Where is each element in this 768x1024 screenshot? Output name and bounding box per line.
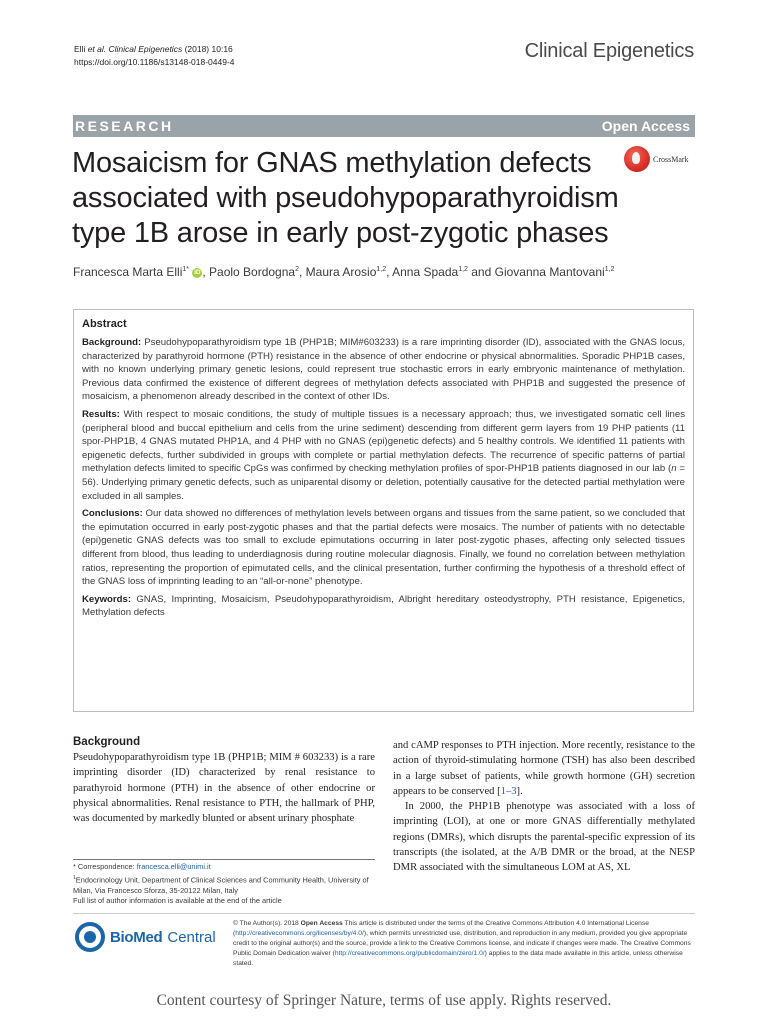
publisher-name-light: Central bbox=[167, 928, 216, 946]
left-column bbox=[73, 736, 375, 826]
citation bbox=[74, 43, 235, 69]
citation-author: Elli bbox=[74, 44, 88, 54]
section-label: Conclusions: bbox=[82, 508, 143, 520]
publisher-name-bold: BioMed bbox=[110, 928, 163, 946]
open-access-label: Open Access bbox=[601, 118, 690, 134]
author-name[interactable]: , Paolo Bordogna bbox=[202, 265, 296, 279]
citation-year: (2018) 10:16 bbox=[182, 44, 233, 54]
doi-link[interactable]: https://doi.org/10.1186/s13148-018-0449-4 bbox=[74, 57, 235, 67]
correspondence-email[interactable]: francesca.elli@unimi.it bbox=[136, 862, 211, 871]
author-affiliation: 1,2 bbox=[458, 266, 468, 273]
crossmark-badge[interactable] bbox=[624, 146, 689, 172]
article-type: RESEARCH bbox=[75, 118, 174, 134]
abstract-background bbox=[82, 336, 685, 404]
affiliation bbox=[73, 873, 375, 897]
section-text: Pseudohypoparathyroidism type 1B (PHP1B; MIM#603233) is a rare imprinting disorder (ID), associated with the GNAS locus, characterized by parathyroid hormone (PTH) resistance in the absence of other endocrine or physical abnormalities. Sporadic PHP1B cases, with no known underlying primary genetic lesions, could represent true stochastic errors in early embryonic maintenance of methylation. Previous data confirmed the existence of different degrees of methylation defects associated with PHP1B and suggested the presence of mosaicism, a phenomenon already described in the context of other IDs. bbox=[82, 337, 685, 403]
abstract-results bbox=[82, 408, 685, 503]
license-text bbox=[233, 919, 695, 969]
footnotes bbox=[73, 859, 375, 907]
author-name[interactable]: , Maura Arosio bbox=[299, 265, 377, 279]
journal-name: Clinical Epigenetics bbox=[524, 40, 694, 62]
author-affiliation: 1* bbox=[182, 266, 189, 273]
author-info-note: Full list of author information is available at the end of the article bbox=[73, 896, 282, 906]
author-name[interactable]: , Anna Spada bbox=[386, 265, 459, 279]
body-paragraph bbox=[393, 738, 695, 799]
crossmark-label: CrossMark bbox=[653, 154, 689, 164]
section-text: n bbox=[671, 463, 677, 475]
correspondence-label: * Correspondence: bbox=[73, 862, 137, 871]
license-footer bbox=[73, 913, 695, 976]
license-part: © The Author(s). 2018 bbox=[233, 920, 301, 927]
affiliation-text: Endocrinology Unit, Department of Clinical Sciences and Community Health, University of Milan, Via Francesco Sforza, 35-20122 Milan, Italy bbox=[73, 875, 369, 895]
body-text: ]. bbox=[516, 785, 523, 797]
body-paragraph: Pseudohypoparathyroidism type 1B (PHP1B; MIM # 603233) is a rare imprinting disorder (ID) characterized by renal resistance to parathyroid hormone (PTH) in the absence of other endocrine or physical abnormalities. Renal resistance to PTH, the hallmark of PHP, was documented by markedly blunted or absent urinary phosphate bbox=[73, 752, 375, 825]
article-type-banner bbox=[73, 115, 695, 137]
right-column bbox=[393, 738, 695, 876]
abstract-heading: Abstract bbox=[82, 318, 127, 330]
license-open-access: Open Access bbox=[300, 920, 343, 927]
section-label: Keywords: bbox=[82, 593, 132, 605]
license-part: ) applies to the data made available in this article, unless otherwise stated. bbox=[233, 950, 683, 967]
citation-journal: et al. Clinical Epigenetics bbox=[87, 44, 183, 54]
license-part: ), which permits unrestricted use, distribution, and reproduction in any medium, provided you give appropriate credit to the original author(s) and the source, provide a link to the Creative Commons license, and indicate if changes were made. The Creative Commons Public Domain Dedication waiver ( bbox=[233, 930, 691, 957]
license-part: This article is distributed under the terms of the Creative Commons Attribution 4.0 International License ( bbox=[233, 920, 649, 937]
courtesy-watermark: Content courtesy of Springer Nature, terms of use apply. Rights reserved. bbox=[156, 992, 612, 1009]
author-affiliation: 1,2 bbox=[604, 266, 615, 273]
section-text: With respect to mosaic conditions, the study of multiple tissues is a necessary approach; thus, we investigated somatic cell lines (peripheral blood and buccal epithelium and cells from the urine sediment) descending from different germ layers from 19 PHP patients (11 spor-PHP1B, 4 GNAS mutated PHP1A, and 4 PHP with no GNAS (epi)genetic defects) and 5 healthy controls. We identified 11 patients with epigenetic defects, further subdivided in groups with complete or partial methylation defects. The recurrence of specific patterns of partial methylation defects limited to specific CpGs was confirmed by checking methylation profiles of spor-PHP1B patients diagnosed in our lab ( bbox=[82, 408, 685, 475]
biomed-central-logo[interactable] bbox=[75, 922, 216, 952]
orcid-icon[interactable]: iD bbox=[194, 268, 201, 276]
license-link[interactable]: http://creativecommons.org/licenses/by/4.0/ bbox=[235, 930, 364, 937]
body-paragraph: In 2000, the PHP1B phenotype was associated with a loss of imprinting (LOI), at one or more GNAS differentially methylated regions (DMRs), which disrupts the parental-specific expression of its transcripts (the isolated, at the A/B DMR or the broad, at the NESP DMR associated with the simultaneous LOM at AS, XL bbox=[393, 801, 695, 874]
abstract-box bbox=[73, 309, 694, 712]
section-text: GNAS, Imprinting, Mosaicism, Pseudohypoparathyroidism, Albright hereditary osteodystrophy, PTH resistance, Epigenetics, Methylation defects bbox=[82, 593, 685, 619]
biomed-central-icon bbox=[75, 922, 105, 952]
section-text: Our data showed no differences of methylation levels between organs and tissues from the same patient, so we concluded that the epimutation occurred in early post-zygotic phases and that the partial defects were mosaics. The number of patients with no detectable (epi)genetic GNAS defects was too small to exclude epimutations occurring in later post-zygotic phases, affecting only selected tissues different from blood, thus leading to underdiagnosis during routine molecular diagnosis. Finally, we found no correlation between methylation ratios, representing the proportion of epimutated cells, and the clinical presentation, further confirming the hypothesis of a threshold effect of the GNAS loss of imprinting leading to an “all-or-none” phenotype. bbox=[82, 508, 685, 588]
author-affiliation: 1,2 bbox=[376, 266, 387, 273]
correspondence bbox=[73, 862, 375, 873]
author-affiliation: 2 bbox=[295, 266, 299, 273]
article-title: Mosaicism for GNAS methylation defects associated with pseudohypoparathyroidism type 1B arose in early post-zygotic phases bbox=[72, 147, 619, 249]
author-name[interactable]: and Giovanna Mantovani bbox=[467, 265, 605, 279]
abstract-conclusions bbox=[82, 507, 685, 589]
section-text: = 56). Underlying primary genetic defects, such as uniparental disomy or deletion, potentially causative for the detected partial methylation were excluded in all samples. bbox=[82, 463, 685, 502]
body-text: and cAMP responses to PTH injection. More recently, resistance to the action of thyroid-stimulating hormone (TSH) has also been described in a large subset of patients, while growth hormone (GH) secretion appears to be conserved [ bbox=[393, 740, 695, 797]
author-list bbox=[73, 265, 614, 279]
author-name[interactable]: Francesca Marta Elli bbox=[73, 265, 183, 279]
abstract-keywords bbox=[82, 593, 685, 620]
affiliation-number: 1 bbox=[73, 874, 76, 881]
section-label: Background: bbox=[82, 337, 142, 348]
reference-link[interactable]: 1–3 bbox=[500, 785, 517, 797]
crossmark-icon bbox=[624, 146, 650, 172]
public-domain-link[interactable]: http://creativecommons.org/publicdomain/zero/1.0/ bbox=[334, 950, 485, 957]
background-heading: Background bbox=[73, 736, 141, 748]
section-label: Results: bbox=[82, 408, 120, 420]
